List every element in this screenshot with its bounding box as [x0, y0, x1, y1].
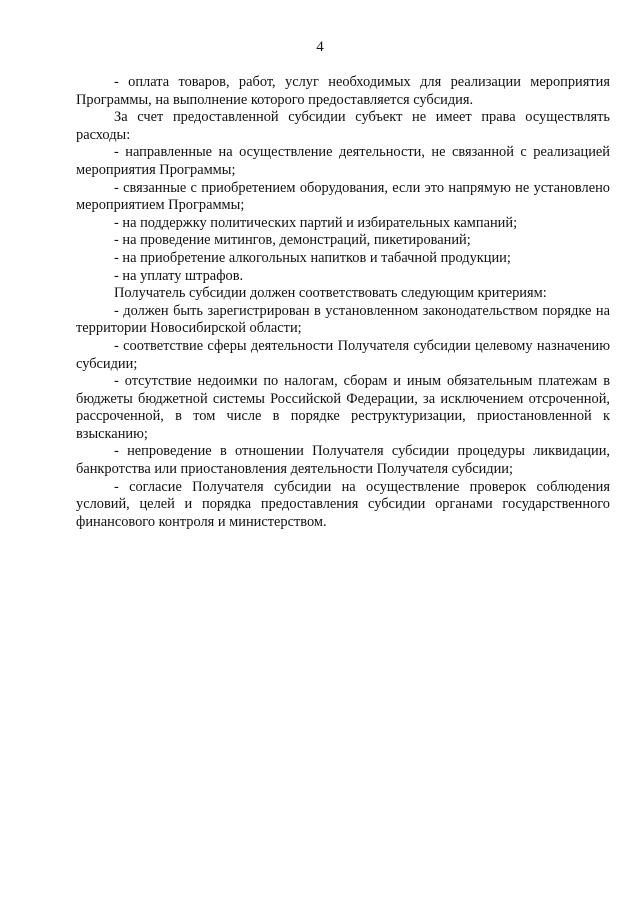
paragraph-restrictions-intro: За счет предоставленной субсидии субъект не имеет права осуществлять расходы:	[76, 109, 610, 143]
list-item-equipment-purchase: - связанные с приобретением оборудования, если это напрямую не установлено мероприятием Программы;	[76, 179, 610, 214]
list-item-fines: - на уплату штрафов.	[114, 267, 244, 284]
list-item-rallies: - на проведение митингов, демонстраций, пикетирований;	[114, 232, 471, 249]
page-number: 4	[316, 39, 324, 55]
paragraph-criteria-intro: Получатель субсидии должен соответствовать следующим критериям:	[114, 285, 547, 302]
list-item-registration: - должен быть зарегистрирован в установленном законодательством порядке на территории Новосибирской области;	[76, 302, 610, 337]
list-item-alcohol-tobacco: - на приобретение алкогольных напитков и табачной продукции;	[114, 249, 511, 266]
list-item-activity-match: - соответствие сферы деятельности Получателя субсидии целевому назначению субсидии;	[76, 337, 610, 372]
list-item-no-liquidation: - непроведение в отношении Получателя субсидии процедуры ликвидации, банкротства или приостановления деятельности Получателя субсидии;	[76, 443, 610, 478]
list-item-audit-consent: - согласие Получателя субсидии на осуществление проверок соблюдения условий, целей и порядка предоставления субсидии органами государственного финансового контроля и министерством.	[76, 478, 610, 530]
list-item-unrelated-activity: - направленные на осуществление деятельности, не связанной с реализацией мероприятия Программы;	[76, 144, 610, 178]
document-body	[76, 74, 610, 531]
paragraph-payment-goods: - оплата товаров, работ, услуг необходимых для реализации мероприятия Программы, на выполнение которого предоставляется субсидия.	[76, 74, 610, 108]
list-item-no-tax-arrears: - отсутствие недоимки по налогам, сборам и иным обязательным платежам в бюджеты бюджетной системы Российской Федерации, за исключением отсроченной, рассроченной, в том числе в порядке реструктуризации, приостановленной к взысканию;	[76, 373, 610, 442]
list-item-political-parties: - на поддержку политических партий и избирательных кампаний;	[114, 214, 518, 231]
